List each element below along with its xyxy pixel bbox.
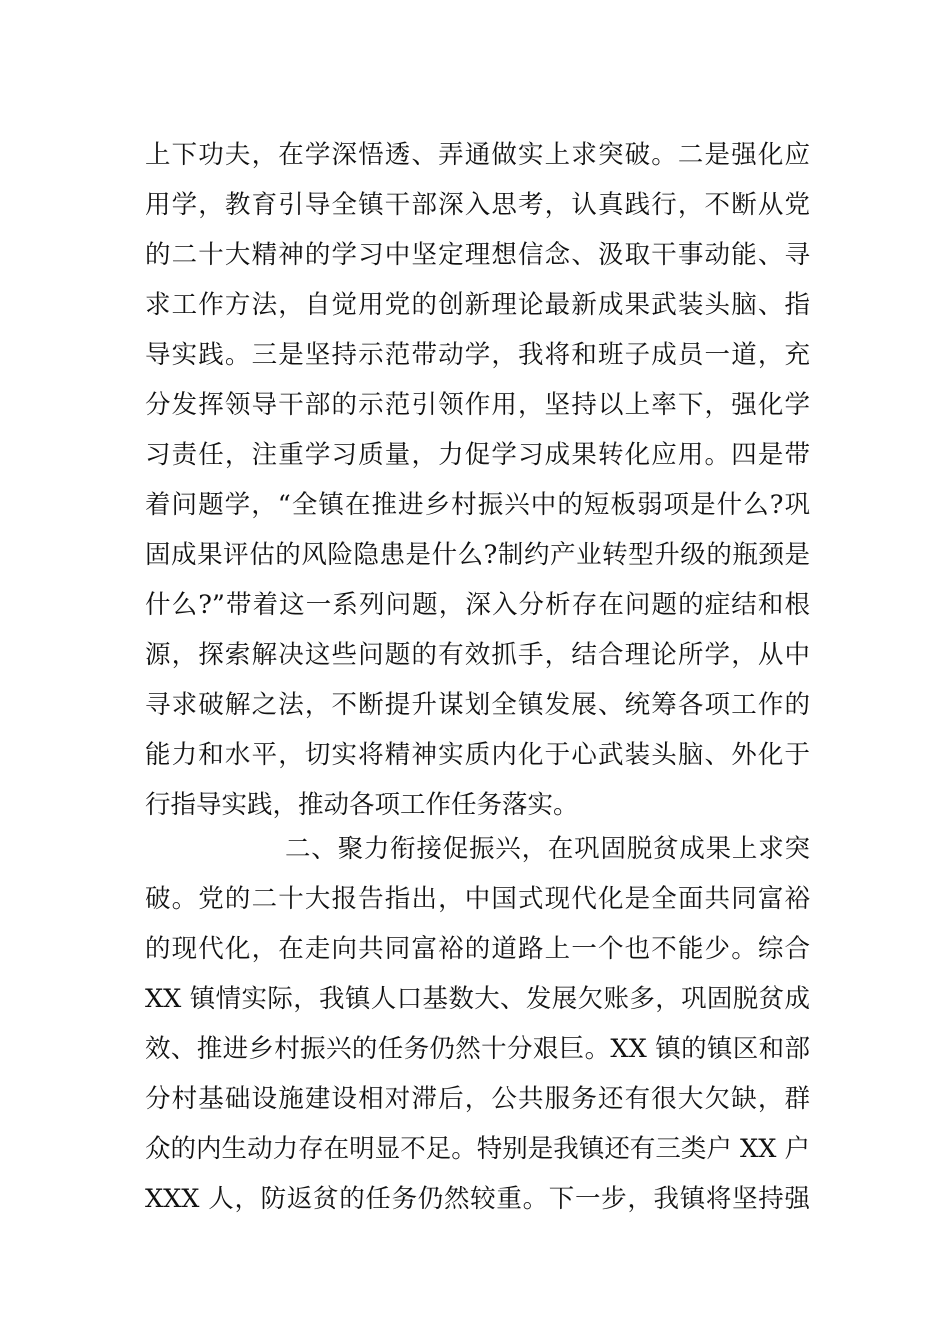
text-line: XX 镇情实际，我镇人口基数大、发展欠账多，巩固脱贫成 [145,984,810,1014]
paragraph-2 [145,824,810,1224]
text-line: 行指导实践，推动各项工作任务落实。 [145,790,579,820]
text-line: 上下功夫，在学深悟透、弄通做实上求突破。二是强化应 [145,140,810,170]
text-line: 分发挥领导干部的示范引领作用，坚持以上率下，强化学 [145,390,810,420]
text-line: XXX 人，防返贫的任务仍然较重。下一步，我镇将坚持强 [145,1184,810,1214]
text-line: 用学，教育引导全镇干部深入思考，认真践行，不断从党 [145,190,810,220]
text-line: 着问题学，“全镇在推进乡村振兴中的短板弱项是什么?巩 [145,490,810,520]
text-line: 的现代化，在走向共同富裕的道路上一个也不能少。综合 [145,934,810,964]
text-line: 固成果评估的风险隐患是什么?制约产业转型升级的瓶颈是 [145,540,810,570]
text-line: 众的内生动力存在明显不足。特别是我镇还有三类户 XX 户 [145,1134,810,1164]
text-line: 能力和水平，切实将精神实质内化于心武装头脑、外化于 [145,740,810,770]
text-line: 效、推进乡村振兴的任务仍然十分艰巨。XX 镇的镇区和部 [145,1034,810,1064]
text-line: 导实践。三是坚持示范带动学，我将和班子成员一道，充 [145,340,810,370]
text-line: 源，探索解决这些问题的有效抓手，结合理论所学，从中 [145,640,810,670]
text-line: 寻求破解之法，不断提升谋划全镇发展、统筹各项工作的 [145,690,810,720]
text-line: 求工作方法，自觉用党的创新理论最新成果武装头脑、指 [145,290,810,320]
text-line: 破。党的二十大报告指出，中国式现代化是全面共同富裕 [145,884,810,914]
text-line: 分村基础设施建设相对滞后，公共服务还有很大欠缺，群 [145,1084,810,1114]
text-line: 习责任，注重学习质量，力促学习成果转化应用。四是带 [145,440,810,470]
paragraph-1 [145,130,810,830]
text-line: 的二十大精神的学习中坚定理想信念、汲取干事动能、寻 [145,240,810,270]
text-line: 什么?”带着这一系列问题，深入分析存在问题的症结和根 [145,590,810,620]
section-heading-line: 二、聚力衔接促振兴，在巩固脱贫成果上求突 [285,834,810,864]
